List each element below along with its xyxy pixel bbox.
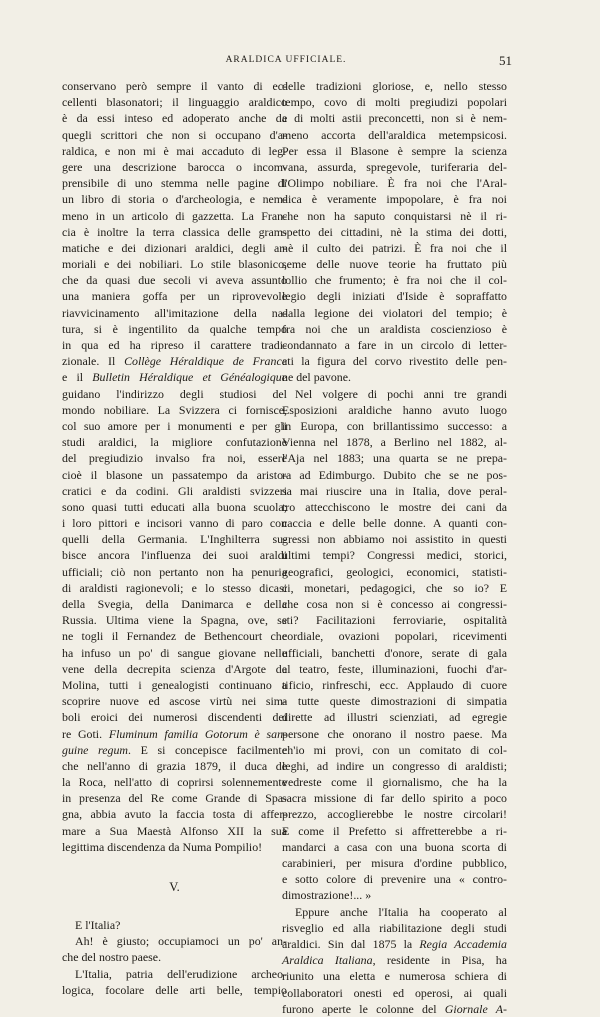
text-line: riunito una eletta e numerosa schiera di <box>282 969 507 984</box>
text-line: zionale. Il Collège Héraldique de France <box>62 354 287 369</box>
text-line: sono quasi tutti educati alla buona scuola; <box>62 499 287 514</box>
text-line: Eppure anche l'Italia ha cooperato al <box>295 904 507 919</box>
text-line: che non ha saputo conquistarsi nè il ri- <box>282 208 507 223</box>
text-line: Russia. Ultima viene la Spagna, ove, se <box>62 613 287 628</box>
text-line: boli eroici dei numerosi discendenti dei <box>62 710 287 725</box>
italic-phrase: Giornale A- <box>444 1001 507 1016</box>
text-line: ne del pavone. <box>282 370 352 385</box>
text-line: in presenza del Re come Grande di Spa- <box>62 791 287 806</box>
text-line: legio degli iniziati d'Iside è sopraffatto <box>282 289 507 304</box>
text-line: che del nostro paese. <box>62 950 162 965</box>
text-line: che da quasi due secoli vi aveva assunto <box>62 273 287 288</box>
page-number: 51 <box>499 53 512 68</box>
text-line: cellenti blasonatori; il linguaggio araldico <box>62 95 287 110</box>
italic-phrase: Araldica Italiana <box>282 953 373 968</box>
text-line: una maniera goffa per un riprovevole <box>62 289 287 304</box>
text-line: ufficiali; ciò non pertanto non ha penuria <box>62 564 287 579</box>
text-line: Vienna nel 1878, a Berlino nel 1882, al- <box>282 435 507 450</box>
text-line: re Goti. Fluminum familia Gotorum è san- <box>62 726 287 741</box>
text-line: araldici. Sin dal 1875 la Regia Accademia <box>282 936 507 951</box>
text-line: del pregiudizio invalso fra noi, essere <box>62 451 287 466</box>
text-line: cratici e da codini. Gli araldisti svizzeri <box>62 483 287 498</box>
text-line: tura, si è ingentilito da qualche tempo <box>62 321 287 336</box>
text-line: caccia e delle belle donne. A quanti con- <box>282 516 507 531</box>
text-line: ra ad Edimburgo. Dubito che se ne pos- <box>282 467 507 482</box>
text-line: della Svegia, della Danimarca e della <box>62 597 287 611</box>
text-line: bisce ancora l'influenza dei suoi araldi <box>62 548 287 563</box>
text-line: tificio, rinfreschi, ecc. Applaudo di cuore <box>282 677 507 692</box>
text-line: di araldisti ragionevoli; e lo stesso dicasi <box>62 580 287 595</box>
text-line: seme delle nuove teorie ha fruttato più <box>282 257 507 272</box>
text-line: a tutte queste dimostrazioni di simpatia <box>282 694 507 709</box>
text-line: studi araldici, la migliore confutazione <box>62 435 287 450</box>
text-line: guidano l'indirizzo degli studiosi del <box>62 386 287 401</box>
text-line: scoprire nuove ed ascose virtù nei sim- <box>62 694 287 709</box>
text-line: l'Aja nel 1883; una quarta se ne prepa- <box>282 451 507 466</box>
text-line: meno accorta dell'araldica metempsicosi. <box>282 127 507 142</box>
text-line: Nel volgere di pochi anni tre grandi <box>295 386 507 401</box>
text-line: sa mai riuscire una in Italia, dove peral- <box>282 483 507 498</box>
running-title: ARALDICA UFFICIALE. <box>225 55 347 65</box>
text-line: al teatro, feste, illuminazioni, fuochi d'ar- <box>282 661 507 676</box>
text-line: sti? Facilitazioni ferroviarie, ospitalità <box>282 613 507 628</box>
text-line: vana, assurda, spregevole, turiferaria del- <box>282 159 507 174</box>
text-line: legittima discendenza da Numa Pompilio! <box>62 839 263 854</box>
text-line: matiche e dei dizionari araldici, degli ar- <box>62 240 287 255</box>
text-line: leghi, ad indire un congresso di araldisti; <box>282 758 507 773</box>
text-line: condannato a fare in un circolo di letter- <box>282 338 507 352</box>
text-line: logica, focolare delle arti belle, tempio <box>62 982 287 997</box>
text-line: E come il Prefetto si affretterebbe a ri- <box>282 823 507 838</box>
italic-phrase: Fluminum familia Gotorum è san- <box>108 726 287 741</box>
text-line: ultimi tempi? Congressi medici, storici, <box>282 548 507 563</box>
text-line: lollio che frumento; è fra noi che il col- <box>282 273 507 288</box>
italic-phrase: Collège Héraldique de France <box>124 354 287 369</box>
text-line: riavvicinamento all'imitazione della na- <box>62 305 287 320</box>
text-line: conservano però sempre il vanto di ec- <box>62 79 287 93</box>
right-column <box>282 78 507 1017</box>
text-line: Araldica Italiana, residente in Pisa, ha <box>282 953 507 968</box>
left-column-text <box>62 78 287 855</box>
text-line: mondo nobiliare. La Svizzera ci fornisce, <box>62 402 287 417</box>
italic-phrase: Regia Accademia <box>419 936 507 951</box>
text-line: dimostrazione!... » <box>282 888 372 903</box>
text-line: l'Olimpo nobiliare. È fra noi che l'Aral- <box>282 176 507 191</box>
text-line: furono aperte le colonne del Giornale A- <box>282 1001 507 1016</box>
text-line: sacra missione di far dello spirito a poco <box>282 791 507 806</box>
text-line: E l'Italia? <box>75 918 121 932</box>
text-line: raldica, e non mi è mai accaduto di leg- <box>62 143 287 158</box>
text-line: e il Bulletin Héraldique et Généalogique <box>62 370 287 385</box>
text-line: Molina, tutti i genealogisti continuano a <box>62 677 287 692</box>
text-line: L'Italia, patria dell'erudizione archeo- <box>75 966 287 981</box>
text-line: risveglio ed alla riabilitazione degli studi <box>282 920 507 935</box>
text-line: col suo amore per i monumenti e per gli <box>62 418 287 433</box>
text-line: ci, monetari, pedagogici, che so io? E <box>282 580 507 595</box>
italic-phrase: Bulletin Héraldique et Généalogique <box>92 370 287 385</box>
text-line: che nell'anno di grazia 1879, il duca de <box>62 758 287 773</box>
text-line: nè il culto dei patrizi. È fra noi che il <box>282 240 507 255</box>
text-line: Ah! è giusto; occupiamoci un po' an- <box>75 934 287 949</box>
left-column-section-text <box>62 917 287 998</box>
text-line: la Roca, nell'atto di coprirsi solennemente <box>62 775 287 790</box>
text-line: in qua ed ha ripreso il carattere tradi- <box>62 338 287 352</box>
text-line: tro attecchiscono le mostre dei cani da <box>282 499 507 514</box>
text-line: ne togli il Fernandez de Bethencourt che <box>62 629 287 644</box>
italic-phrase: guine regum <box>62 742 128 757</box>
text-line: ch'io mi provi, con un comitato di col- <box>282 742 507 757</box>
text-line: moriali e dei nobiliari. Lo stile blasonico, <box>62 257 287 272</box>
section-heading: V. <box>169 880 180 894</box>
text-line: ati la figura del corvo rivestito delle pen- <box>282 354 507 369</box>
text-line: ufficiali, banchetti d'onore, serate di gala <box>282 645 507 660</box>
text-line: cioè il blasone un passatempo da aristo- <box>62 467 287 482</box>
text-line: cordiale, ovazioni popolari, ricevimenti <box>282 629 507 644</box>
text-line: e di molti astii preconcetti, non si è nem- <box>282 111 507 126</box>
text-line: spetto dei cittadini, nè la stima dei dotti, <box>282 224 507 239</box>
text-line: carabinieri, per misura d'ordine pubblico, <box>282 856 507 870</box>
text-line: dirette ad illustri scienziati, ad egregie <box>282 710 507 725</box>
text-line: dica è veramente impopolare, è fra noi <box>282 192 507 207</box>
running-head <box>60 55 512 71</box>
text-line: tempo, covo di molti pregiudizi popolari <box>282 95 507 110</box>
text-line: dalla legione dei violatori del tempio; è <box>282 305 507 320</box>
text-line: Esposizioni araldiche hanno avuto luogo <box>282 402 507 417</box>
right-column-text <box>282 78 507 1017</box>
left-column <box>62 78 287 998</box>
text-line: geografici, geologici, economici, statisti- <box>282 564 507 579</box>
text-line: guine regum. E si concepisce facilmente <box>62 742 287 757</box>
text-line: è da essi inteso ed adoperato anche da <box>62 111 287 126</box>
text-line: mandarci a casa con una buona scorta di <box>282 839 507 854</box>
text-line: e sotto colore di prevenire una « contro- <box>282 872 507 887</box>
text-line: fra noi che un araldista coscienzioso è <box>282 321 507 336</box>
text-line: cia è inoltre la terra classica delle gram- <box>62 224 287 239</box>
text-line: persone che onorano il nostro paese. Ma <box>282 726 507 741</box>
text-line: quelli della Germania. L'Inghilterra su- <box>62 532 287 547</box>
text-line: delle tradizioni gloriose, e, nello stesso <box>282 79 507 93</box>
text-line: ha infuso un po' di sangue giovane nelle <box>62 645 287 660</box>
text-line: meno in un articolo di gazzetta. La Fran- <box>62 208 287 223</box>
text-line: gressi non abbiamo noi assistito in questi <box>282 532 507 547</box>
text-line: collaboratori onesti ed operosi, ai quali <box>282 985 507 1000</box>
text-line: un libro di storia o d'archeologia, e nem- <box>62 192 287 207</box>
text-line: Per essa il Blasone è sempre la scienza <box>282 143 507 158</box>
text-line: mare a Sua Maestà Alfonso XII la sua <box>62 823 287 838</box>
text-line: gna, abbia avuto la faccia tosta di affer- <box>62 807 287 822</box>
text-line: vedreste come il giornalismo, che ha la <box>282 775 507 790</box>
text-line: prezzo, accoglierebbe le nostre circolari! <box>282 807 507 822</box>
text-line: vene della decrepita scienza d'Argote de <box>62 661 287 676</box>
text-line: gere una descrizione barocca o incom- <box>62 159 287 174</box>
text-line: che cosa non si è concesso ai congressi- <box>282 597 507 611</box>
text-line: in Europa, con brillantissimo successo: a <box>282 418 507 433</box>
text-line: quegli scrittori che non si occupano d'a- <box>62 127 287 142</box>
text-line: i loro pittori e incisori vanno di paro con <box>62 516 287 531</box>
text-line: prensibile di uno stemma nelle pagine di <box>62 176 287 191</box>
